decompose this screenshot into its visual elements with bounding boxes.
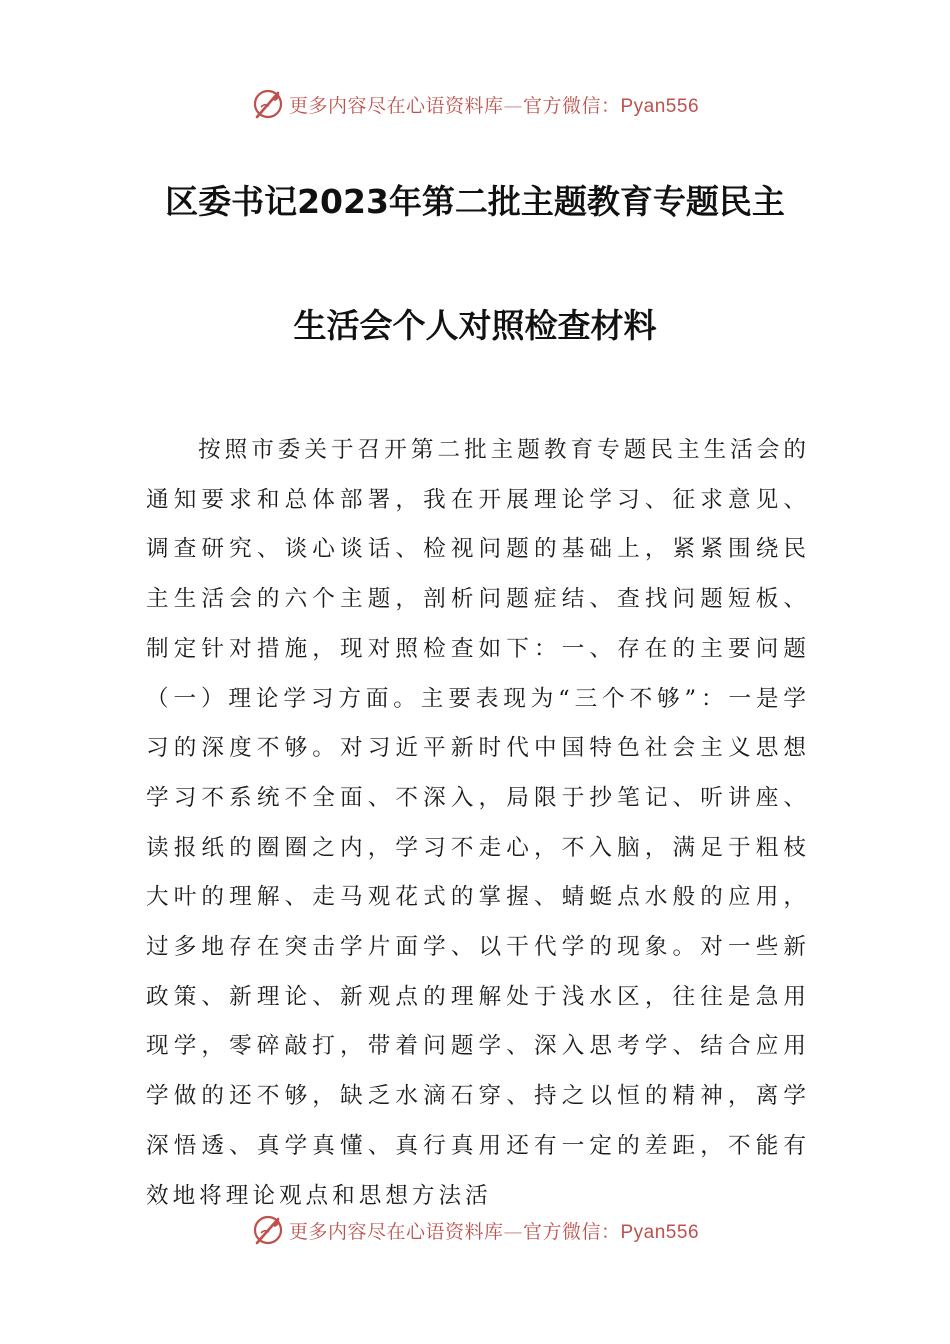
quill-pen-seal-icon xyxy=(251,1213,285,1247)
watermark-wechat-id: Pyan556 xyxy=(620,95,700,117)
watermark-text xyxy=(289,91,699,118)
document-title-line-2: 生活会个人对照检查材料 xyxy=(293,306,657,345)
watermark-site-text: 更多内容尽在心语资料库 xyxy=(288,1220,504,1243)
watermark-text xyxy=(289,1217,699,1244)
document-title-line-1: 区委书记2023年第二批主题教育专题民主 xyxy=(165,182,785,221)
watermark-separator: — xyxy=(503,1220,523,1243)
watermark-wechat-label: 官方微信： xyxy=(522,94,621,117)
watermark-separator: — xyxy=(503,94,523,117)
watermark-wechat-id: Pyan556 xyxy=(620,1221,700,1243)
quill-pen-seal-icon xyxy=(251,87,285,121)
watermark-wechat-label: 官方微信： xyxy=(522,1220,621,1243)
watermark-banner-top xyxy=(0,84,950,124)
watermark-banner-bottom xyxy=(0,1210,950,1250)
watermark-site-text: 更多内容尽在心语资料库 xyxy=(288,94,504,117)
document-body-paragraph: 按照市委关于召开第二批主题教育专题民主生活会的通知要求和总体部署，我在开展理论学习、征求意见、调查研究、谈心谈话、检视问题的基础上，紧紧围绕民主生活会的六个主题，剖析问题症结、查找问题短板、制定针对措施，现对照检查如下：一、存在的主要问题（一）理论学习方面。主要表现为“三个不够”：一是学习的深度不够。对习近平新时代中国特色社会主义思想学习不系统不全面、不深入，局限于抄笔记、听讲座、读报纸的圈圈之内，学习不走心，不入脑，满足于粗枝大叶的理解、走马观花式的掌握、蜻蜓点水般的应用，过多地存在突击学片面学、以干代学的现象。对一些新政策、新理论、新观点的理解处于浅水区，往往是急用现学，零碎敲打，带着问题学、深入思考学、结合应用学做的还不够，缺乏水滴石穿、持之以恒的精神，离学深悟透、真学真懂、真行真用还有一定的差距，不能有效地将理论观点和思想方法活 xyxy=(146,437,810,1209)
